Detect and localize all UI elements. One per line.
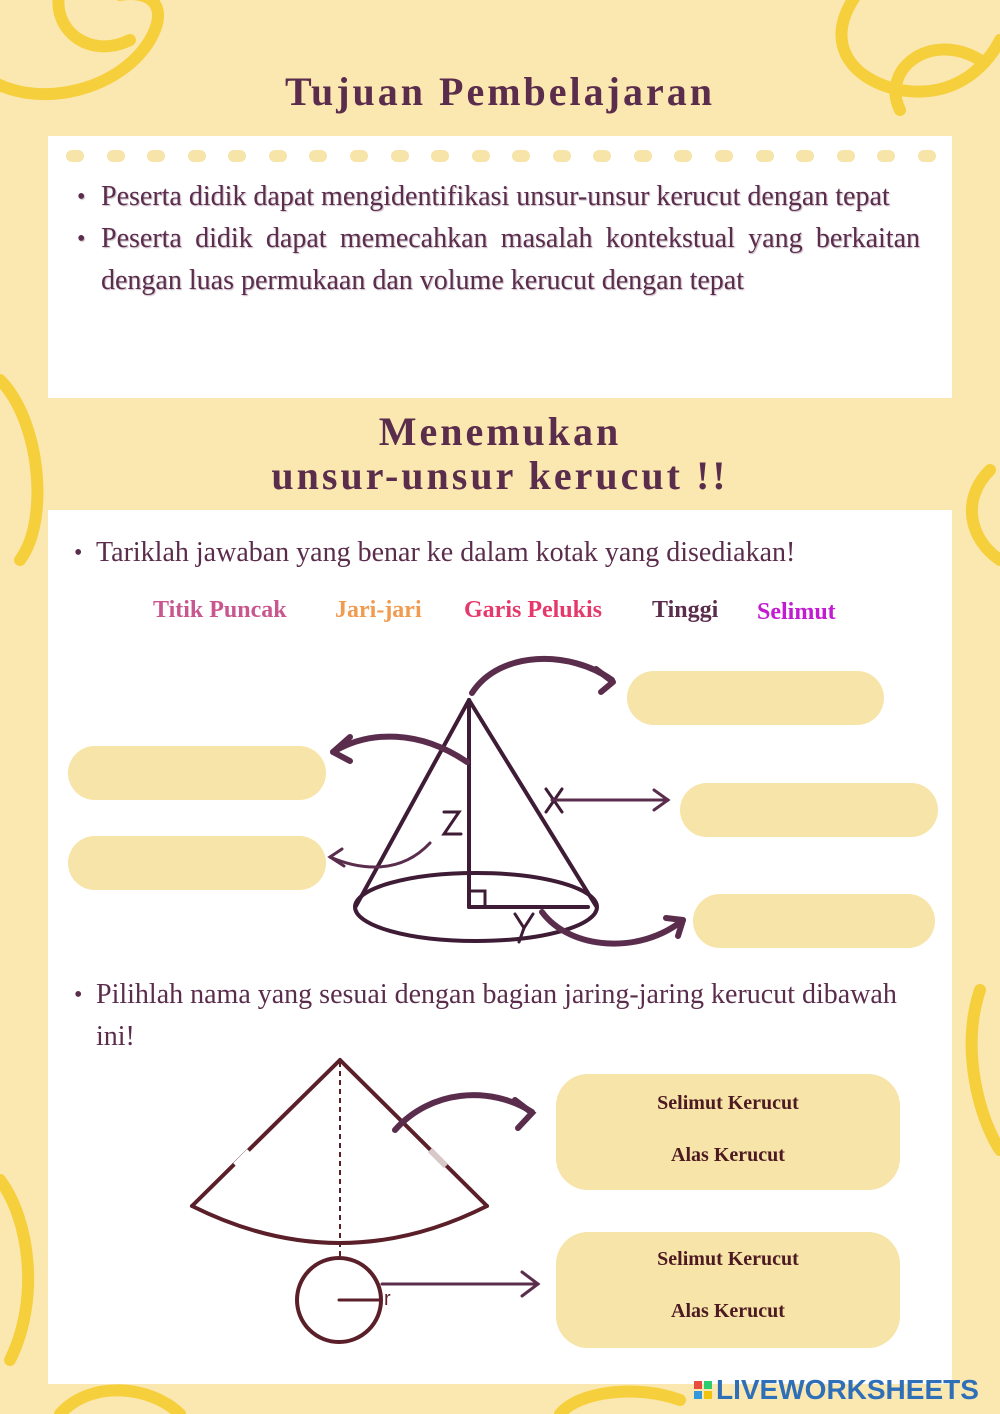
logo-icon xyxy=(694,1381,712,1399)
answer-box-bottom-right[interactable] xyxy=(693,894,935,948)
answer-box-left-lower[interactable] xyxy=(68,836,326,890)
liveworksheets-logo xyxy=(694,1374,979,1406)
word-garis-pelukis[interactable]: Garis Pelukis xyxy=(464,597,603,623)
option-alas-kerucut[interactable]: Alas Kerucut xyxy=(671,1144,785,1166)
answer-box-left-upper[interactable] xyxy=(68,746,326,800)
select-box-alas[interactable] xyxy=(556,1232,900,1348)
section-title xyxy=(0,410,1000,498)
objective-item: • Peserta didik dapat mengidentifikasi unsur-unsur kerucut dengan tepat xyxy=(75,176,920,218)
option-alas-kerucut[interactable]: Alas Kerucut xyxy=(671,1300,785,1322)
section-title-line1: Menemukan xyxy=(378,409,622,454)
word-jari-jari[interactable]: Jari-jari xyxy=(335,597,422,623)
select-box-selimut[interactable] xyxy=(556,1074,900,1190)
option-selimut-kerucut[interactable]: Selimut Kerucut xyxy=(657,1092,799,1114)
net-radius-label: r xyxy=(384,1288,391,1310)
instruction-select: • Pilihlah nama yang sesuai dengan bagian jaring-jaring kerucut dibawah ini! xyxy=(70,974,940,1058)
dotted-divider xyxy=(66,150,936,164)
objectives-list xyxy=(75,176,920,302)
page-title: Tujuan Pembelajaran xyxy=(284,69,715,114)
answer-box-top-right[interactable] xyxy=(627,671,884,725)
logo-text: LIVEWORKSHEETS xyxy=(716,1374,979,1405)
word-selimut[interactable]: Selimut xyxy=(757,599,836,625)
instruction-drag: • Tariklah jawaban yang benar ke dalam kotak yang disediakan! xyxy=(70,532,940,574)
word-tinggi[interactable]: Tinggi xyxy=(652,597,719,623)
word-titik-puncak[interactable]: Titik Puncak xyxy=(153,597,287,623)
objective-item: • Peserta didik dapat memecahkan masalah kontekstual yang berkaitan dengan luas permukaan dan volume kerucut dengan tepat xyxy=(75,218,920,302)
answer-box-right-middle[interactable] xyxy=(680,783,938,837)
section-title-line2: unsur-unsur kerucut !! xyxy=(271,453,729,498)
option-selimut-kerucut[interactable]: Selimut Kerucut xyxy=(657,1248,799,1270)
